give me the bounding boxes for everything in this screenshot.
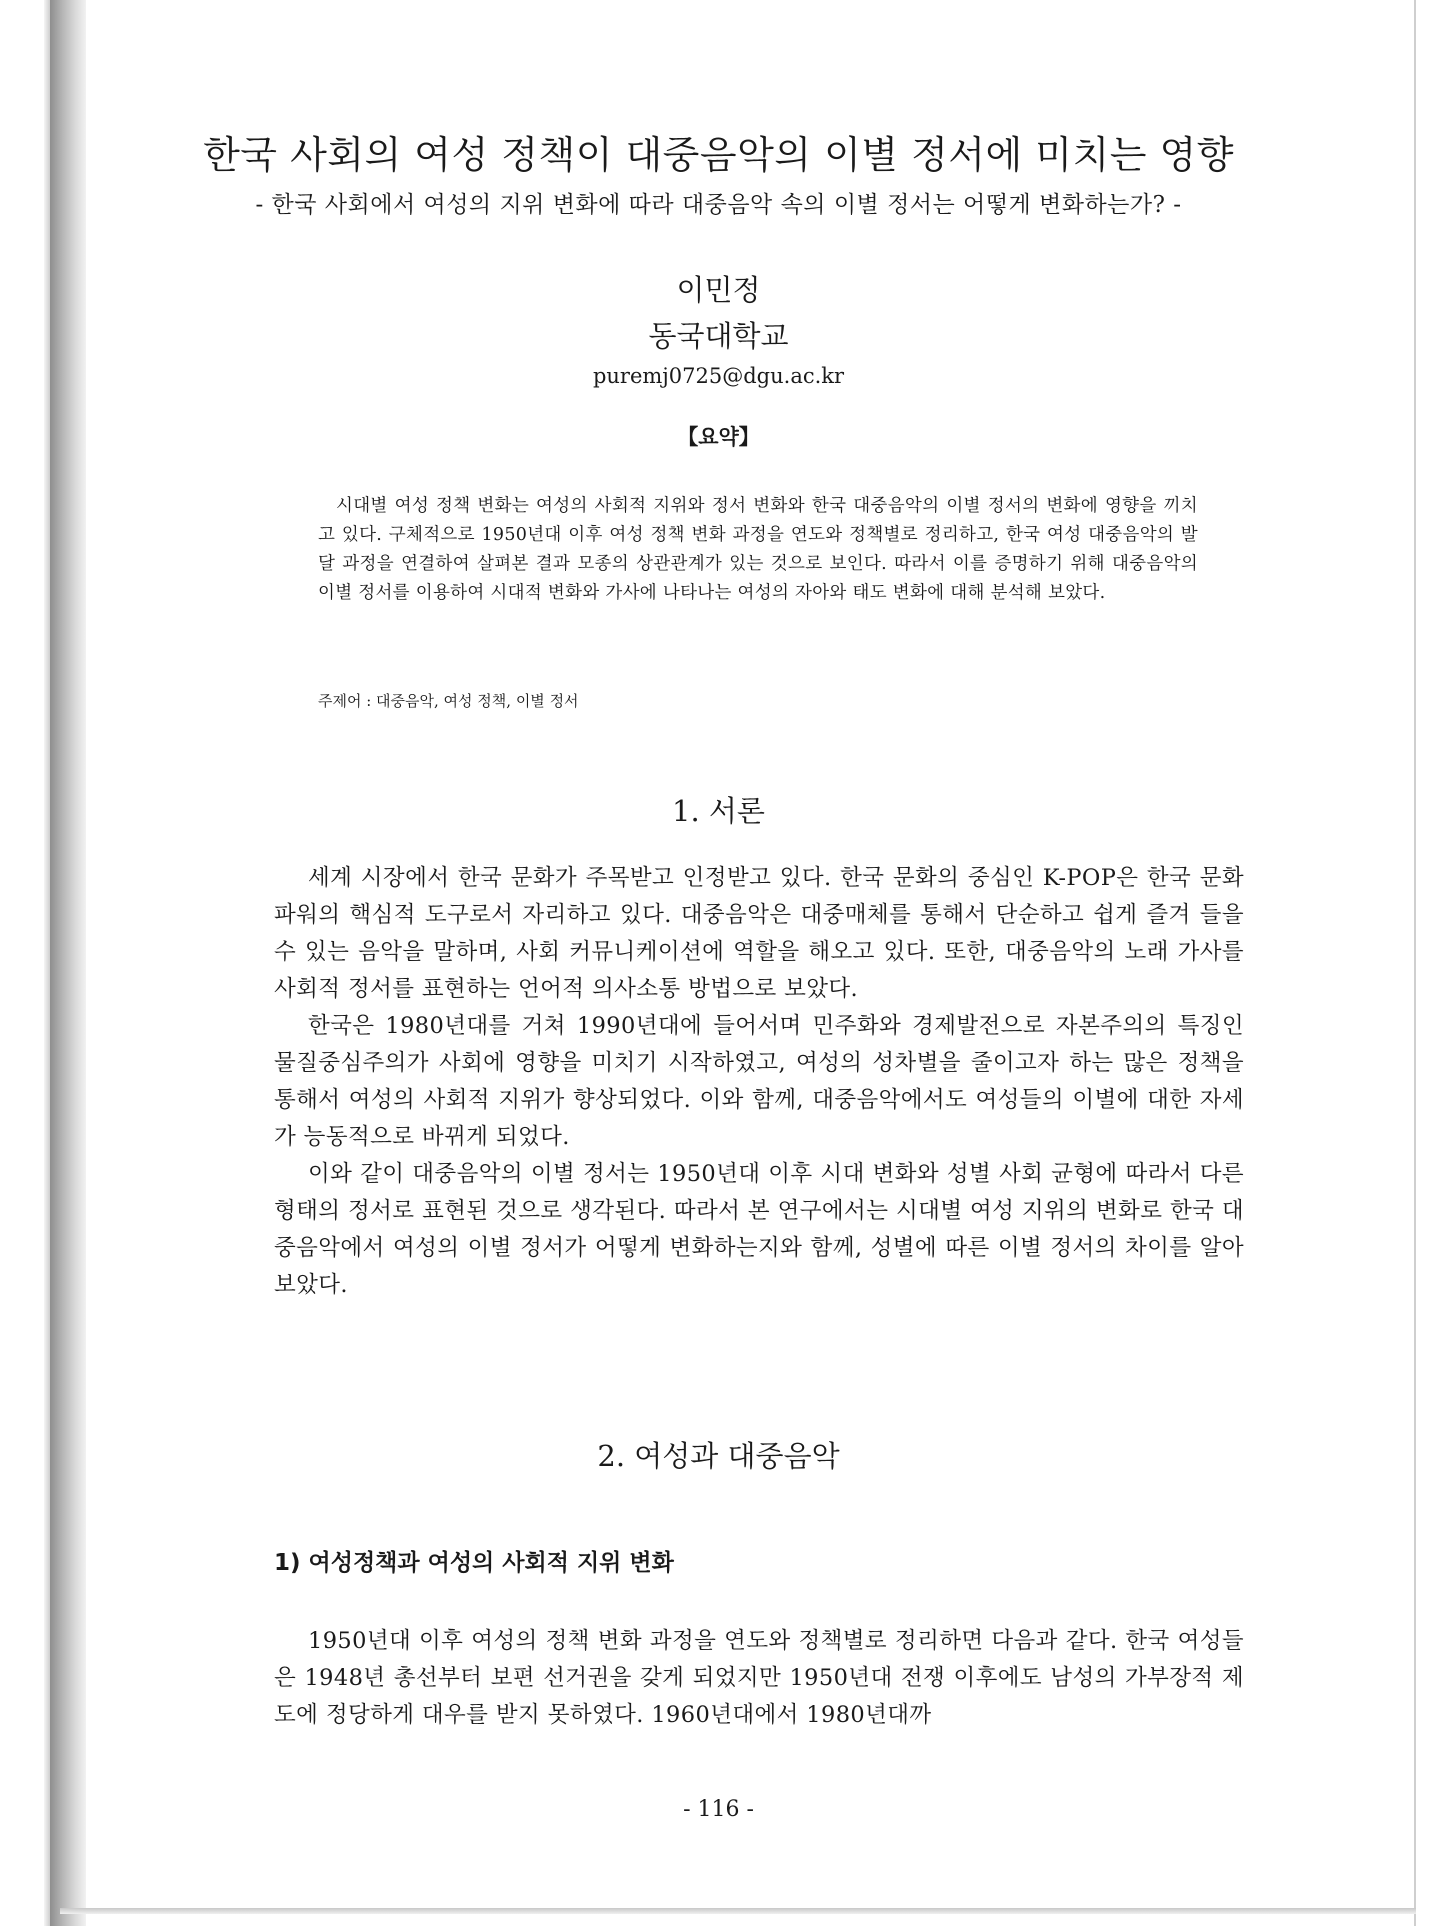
paragraph: 1950년대 이후 여성의 정책 변화 과정을 연도와 정책별로 정리하면 다음과 같다. 한국 여성들은 1948년 총선부터 보편 선거권을 갖게 되었지만 1950년대 전쟁 이후에도 남성의 가부장적 제도에 정당하게 대우를 받지 못하였다. 1960년대에서 1980년대까 [274,1628,1244,1728]
page-bottom-edge [60,1908,1416,1914]
keywords: 주제어 : 대중음악, 여성 정책, 이별 정서 [318,692,579,710]
abstract-heading: 【요약】 [677,425,760,449]
section-heading-introduction: 1. 서론 [672,794,765,828]
paper-subtitle: - 한국 사회에서 여성의 지위 변화에 따라 대중음악 속의 이별 정서는 어떻게 변화하는가? - [255,192,1182,218]
paper-title: 한국 사회의 여성 정책이 대중음악의 이별 정서에 미치는 영향 [203,133,1234,177]
paragraph: 한국은 1980년대를 거쳐 1990년대에 들어서며 민주화와 경제발전으로 자본주의의 특징인 물질중심주의가 사회에 영향을 미치기 시작하였고, 여성의 성차별을 줄이고자 하는 많은 정책을 통해서 여성의 사회적 지위가 향상되었다. 이와 함께, 대중음악에서도 여성들의 이별에 대한 자세가 능동적으로 바뀌게 되었다. [274,1013,1244,1150]
author-affiliation: 동국대학교 [648,319,789,353]
page-number: - 116 - [683,1797,754,1822]
author-name: 이민정 [676,273,761,307]
abstract-text: 시대별 여성 정책 변화는 여성의 사회적 지위와 정서 변화와 한국 대중음악의 이별 정서의 변화에 영향을 끼치고 있다. 구체적으로 1950년대 이후 여성 정책 변화 과정을 연도와 정책별로 정리하고, 한국 여성 대중음악의 발달 과정을 연결하여 살펴본 결과 모종의 상관관계가 있는 것으로 보인다. 따라서 이를 증명하기 위해 대중음악의 이별 정서를 이용하여 시대적 변화와 가사에 나타나는 여성의 자아와 태도 변화에 대해 분석해 보았다. [318,496,1198,603]
subsection-heading: 1) 여성정책과 여성의 사회적 지위 변화 [274,1550,674,1576]
paragraph: 이와 같이 대중음악의 이별 정서는 1950년대 이후 시대 변화와 성별 사회 균형에 따라서 다른 형태의 정서로 표현된 것으로 생각된다. 따라서 본 연구에서는 시대별 여성 지위의 변화로 한국 대중음악에서 여성의 이별 정서가 어떻게 변화하는지와 함께, 성별에 따른 이별 정서의 차이를 알아보았다. [274,1161,1244,1298]
section-body-introduction [274,860,1244,1304]
paragraph: 세계 시장에서 한국 문화가 주목받고 인정받고 있다. 한국 문화의 중심인 K-POP은 한국 문화 파워의 핵심적 도구로서 자리하고 있다. 대중음악은 대중매체를 통해서 단순하고 쉽게 즐겨 들을 수 있는 음악을 말하며, 사회 커뮤니케이션에 역할을 해오고 있다. 또한, 대중음악의 노래 가사를 사회적 정서를 표현하는 언어적 의사소통 방법으로 보았다. [274,865,1244,1002]
section-body-women-and-music [274,1623,1244,1734]
author-email: puremj0725@dgu.ac.kr [592,364,845,388]
section-heading-women-and-music: 2. 여성과 대중음악 [597,1439,840,1473]
